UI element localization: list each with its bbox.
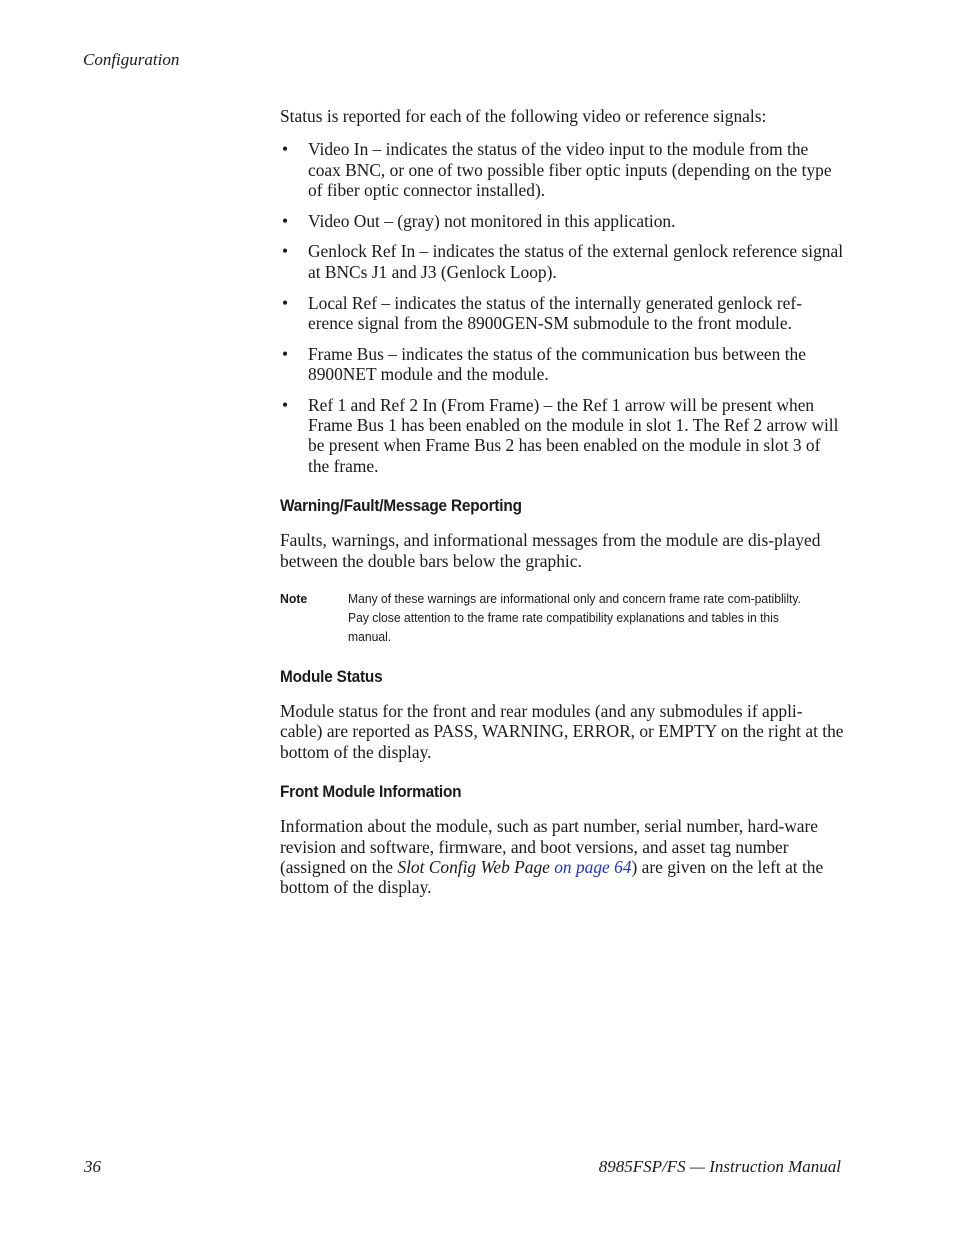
bullet-glyph: • xyxy=(282,343,289,364)
section-body: Faults, warnings, and informational messages from the module are dis-played between the double bars below the graphic. xyxy=(280,530,821,571)
section-heading: Module Status xyxy=(280,667,383,686)
warning-section xyxy=(280,496,845,647)
list-item xyxy=(280,344,845,385)
slot-config-reference: Slot Config Web Page xyxy=(397,856,550,877)
list-item xyxy=(280,293,845,334)
front-module-section xyxy=(280,782,845,897)
bullet-glyph: • xyxy=(282,394,289,415)
body-text: Information about the module, such as part number, serial number, hard-ware revision and software, firmware, and boot versions, and asset tag number (assigned on the xyxy=(280,816,819,877)
signal-list xyxy=(280,139,845,476)
list-item-text: Frame Bus – indicates the status of the communication bus between the 8900NET module and the module. xyxy=(308,343,806,384)
document-title: 8985FSP/FS — Instruction Manual xyxy=(598,1157,841,1176)
page-reference-link[interactable]: on page 64 xyxy=(554,856,632,877)
bullet-glyph: • xyxy=(282,241,289,262)
section-body: Module status for the front and rear modules (and any submodules if appli-cable) are reported as PASS, WARNING, ERROR, or EMPTY on the right at the bottom of the display. xyxy=(280,701,844,762)
list-item-text: Ref 1 and Ref 2 In (From Frame) – the Ref 1 arrow will be present when Frame Bus 1 has been enabled on the module in slot 1. The Ref 2 arrow will be present when Frame Bus 2 has been enabled on the module in slot 3 of the frame. xyxy=(308,394,839,476)
list-item-text: Local Ref – indicates the status of the internally generated genlock ref-erence signal from the 8900GEN-SM submodule to the front module. xyxy=(308,292,802,333)
list-item xyxy=(280,395,845,476)
bullet-glyph: • xyxy=(282,139,289,160)
list-item-text: Video Out – (gray) not monitored in this application. xyxy=(308,210,676,231)
section-heading: Warning/Fault/Message Reporting xyxy=(280,496,522,515)
note-text: Many of these warnings are informational only and concern frame rate com-patiblilty. Pay close attention to the frame rate compatibility explanations and tables in this manual. xyxy=(348,590,801,645)
list-item xyxy=(280,139,845,200)
list-item xyxy=(280,241,845,282)
list-item xyxy=(280,211,845,231)
intro-paragraph: Status is reported for each of the following video or reference signals: xyxy=(280,106,767,126)
bullet-glyph: • xyxy=(282,292,289,313)
main-content xyxy=(280,106,845,897)
module-status-section xyxy=(280,667,845,762)
bullet-glyph: • xyxy=(282,210,289,231)
running-header: Configuration xyxy=(83,50,180,69)
list-item-text: Genlock Ref In – indicates the status of the external genlock reference signal at BNCs J1 and J3 (Genlock Loop). xyxy=(308,241,844,282)
note-label: Note xyxy=(280,590,308,606)
list-item-text: Video In – indicates the status of the video input to the module from the coax BNC, or one of two possible fiber optic inputs (depending on the type of fiber optic connector installed). xyxy=(308,139,832,200)
body-text: ) are given on the left at the bottom of the display. xyxy=(280,856,824,898)
page-number: 36 xyxy=(84,1157,101,1176)
section-heading: Front Module Information xyxy=(280,782,462,801)
note-block xyxy=(280,589,845,647)
section-body xyxy=(280,816,845,897)
